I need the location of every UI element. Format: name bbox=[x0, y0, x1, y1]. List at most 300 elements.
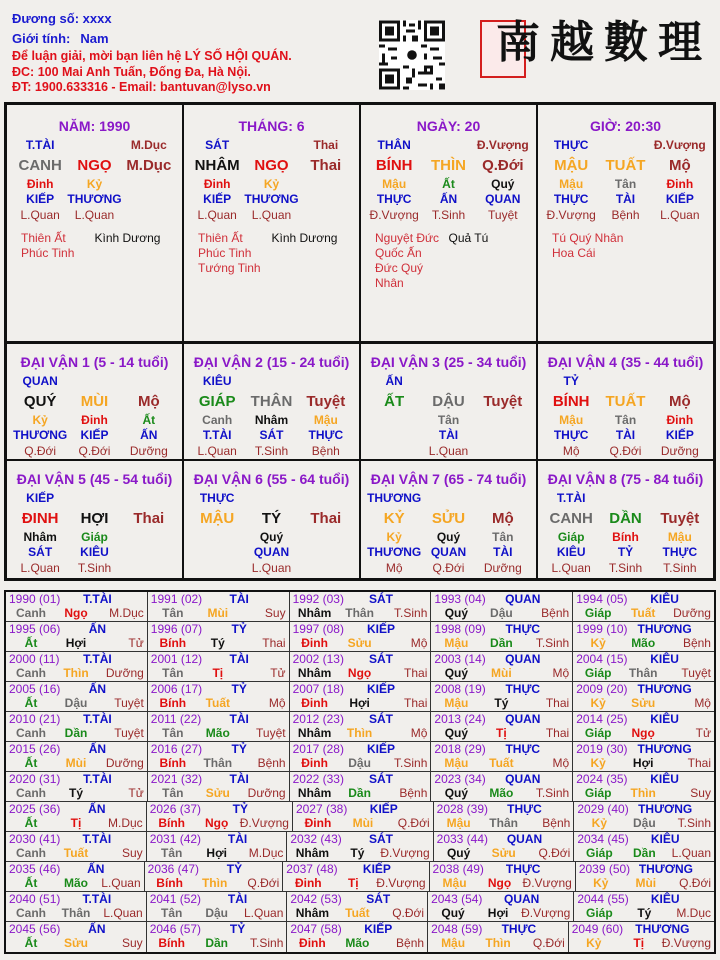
dai-van-life-phase bbox=[7, 443, 182, 459]
year-detail bbox=[293, 606, 428, 620]
year-branch: Hợi bbox=[487, 906, 509, 920]
year-cell[interactable] bbox=[573, 682, 714, 711]
year-branch: Thìn bbox=[485, 936, 511, 950]
year-ten-god: THƯƠNG bbox=[638, 802, 693, 816]
year-cell[interactable] bbox=[290, 652, 432, 681]
pillar-title: THÁNG: 6 bbox=[238, 118, 305, 134]
year-detail bbox=[576, 786, 711, 800]
dai-van-stem-branch-item: Thai bbox=[133, 510, 165, 527]
year-cell[interactable] bbox=[148, 682, 290, 711]
year-detail bbox=[293, 726, 428, 740]
dai-van-hidden-gods-item bbox=[367, 428, 421, 443]
year-life-phase: Tuyệt bbox=[256, 726, 286, 740]
dai-van-hidden-stems bbox=[538, 413, 713, 428]
year-header bbox=[437, 832, 571, 846]
year-cell[interactable] bbox=[6, 712, 148, 741]
star-name: Hoa Cái bbox=[552, 246, 596, 260]
year-cell[interactable] bbox=[148, 622, 290, 651]
dai-van-hidden-stems-item: Kỷ bbox=[386, 530, 402, 544]
pillar-ten-god-item: THỰC bbox=[553, 138, 589, 152]
year-cell[interactable] bbox=[431, 592, 573, 621]
year-header bbox=[151, 652, 286, 666]
dai-van-hidden-gods bbox=[361, 545, 536, 560]
four-pillars-row bbox=[7, 105, 713, 344]
pillar-ten-god-item: THÂN bbox=[377, 138, 411, 152]
pillar-hidden-stems-item: Ất bbox=[442, 177, 455, 191]
year-branch: Thìn bbox=[346, 726, 373, 740]
year-detail bbox=[437, 816, 571, 830]
year-cell[interactable] bbox=[6, 862, 145, 891]
calligraphy-logo: 南越數理 bbox=[496, 17, 712, 68]
year-cell[interactable] bbox=[6, 652, 148, 681]
year-life-phase: L.Quan bbox=[101, 876, 141, 890]
year-ten-god: TỶ bbox=[232, 802, 248, 816]
year-detail bbox=[290, 936, 424, 950]
year-life-phase: Q.Đới bbox=[532, 936, 565, 950]
year-cell[interactable] bbox=[287, 922, 428, 952]
year-life-phase: Suy bbox=[122, 846, 143, 860]
dai-van-stem-branch bbox=[361, 508, 536, 530]
pillar-stem-branch-item: NHÂM bbox=[194, 157, 240, 174]
year-stem: Kỷ bbox=[590, 696, 606, 710]
year-label: 2046 (57) bbox=[149, 922, 202, 936]
year-header bbox=[151, 682, 286, 696]
year-detail bbox=[437, 846, 571, 860]
year-ten-god: THƯƠNG bbox=[638, 862, 693, 876]
pillar-life-phase-item: Đ.Vượng bbox=[546, 208, 596, 222]
year-label: 2015 (26) bbox=[9, 742, 61, 756]
year-cell[interactable] bbox=[287, 892, 428, 921]
year-cell[interactable] bbox=[147, 802, 293, 831]
year-stem: Quý bbox=[444, 786, 469, 800]
pillar-hidden-gods bbox=[7, 192, 182, 207]
year-detail bbox=[9, 726, 144, 740]
year-stem: Giáp bbox=[584, 666, 612, 680]
year-cell[interactable] bbox=[290, 772, 432, 801]
year-ten-god: QUAN bbox=[505, 772, 541, 786]
pillar-ten-god-item: Thai bbox=[313, 138, 339, 152]
pillar-stem-branch-item: Mộ bbox=[668, 157, 691, 174]
year-cell[interactable] bbox=[148, 652, 290, 681]
year-header bbox=[293, 682, 428, 696]
year-stem: Bính bbox=[159, 636, 187, 650]
year-cell[interactable] bbox=[148, 592, 290, 621]
year-ten-god: KIÊU bbox=[650, 592, 679, 606]
dai-van-hidden-stems bbox=[7, 530, 182, 545]
dai-van-hidden-gods-item: KIÊU bbox=[80, 545, 109, 559]
year-cell[interactable] bbox=[6, 592, 148, 621]
star-name bbox=[626, 246, 700, 261]
year-life-phase: Mộ bbox=[268, 696, 286, 710]
year-header bbox=[148, 862, 280, 876]
pillar-hidden-gods bbox=[184, 192, 359, 207]
pillar-stem-branch-item: NGỌ bbox=[254, 157, 289, 174]
year-branch: Mão bbox=[205, 726, 230, 740]
star-name: Tướng Tinh bbox=[198, 261, 261, 275]
year-header bbox=[434, 742, 569, 756]
year-cell[interactable] bbox=[290, 622, 432, 651]
dai-van-life-phase-item: T.Sinh bbox=[663, 561, 697, 575]
pillar-stars bbox=[184, 223, 359, 276]
dai-van-hidden-stems-item: Mậu bbox=[313, 413, 338, 427]
year-ten-god: KIÊU bbox=[650, 892, 680, 906]
dai-van-hidden-gods-item: KIẾP bbox=[665, 428, 694, 442]
year-ten-god: TỶ bbox=[229, 922, 246, 936]
pillar-hidden-stems-item: Đinh bbox=[26, 177, 54, 191]
year-header bbox=[434, 652, 569, 666]
dai-van-stem-branch bbox=[184, 508, 359, 530]
year-cell[interactable] bbox=[574, 892, 714, 921]
year-cell[interactable] bbox=[434, 802, 575, 831]
year-cell[interactable] bbox=[573, 712, 714, 741]
year-branch: Thân bbox=[628, 666, 658, 680]
dai-van-stem-branch-item: Tuyệt bbox=[660, 510, 700, 527]
dai-van-top-god-label: TỶ bbox=[563, 374, 579, 388]
year-stem: Đinh bbox=[299, 936, 326, 950]
pillar-stem-branch-item: Thai bbox=[310, 157, 342, 174]
year-label: 2011 (22) bbox=[150, 712, 202, 726]
year-cell[interactable] bbox=[6, 682, 148, 711]
dai-van-hidden-gods-item: THỰC bbox=[553, 428, 589, 442]
dai-van-hidden-gods-item bbox=[122, 545, 176, 560]
year-row bbox=[6, 832, 714, 862]
year-cell[interactable] bbox=[574, 832, 714, 861]
year-label: 2036 (47) bbox=[147, 862, 200, 876]
year-row bbox=[6, 652, 714, 682]
year-branch: Dần bbox=[632, 846, 656, 860]
star-name bbox=[449, 246, 523, 261]
year-stem: Canh bbox=[16, 906, 46, 920]
dai-van-cell[interactable] bbox=[538, 461, 713, 578]
year-ten-god: SÁT bbox=[368, 772, 393, 786]
year-branch: Tuất bbox=[630, 606, 656, 620]
year-cell[interactable] bbox=[148, 742, 290, 771]
year-header bbox=[572, 922, 711, 936]
dai-van-stem-branch-item: ẤT bbox=[384, 393, 405, 410]
year-cell[interactable] bbox=[290, 592, 432, 621]
contact-address: ĐC: 100 Mai Anh Tuấn, Đống Đa, Hà Nội. bbox=[12, 64, 251, 79]
dai-van-life-phase bbox=[538, 560, 713, 576]
year-cell[interactable] bbox=[147, 892, 288, 921]
year-branch: Dần bbox=[490, 636, 513, 650]
pillar-hidden-gods-item bbox=[122, 192, 176, 207]
year-cell[interactable] bbox=[293, 802, 434, 831]
year-cell[interactable] bbox=[145, 862, 284, 891]
year-cell[interactable] bbox=[148, 712, 290, 741]
year-ten-god: KIẾP bbox=[366, 682, 395, 696]
qr-code-icon[interactable] bbox=[379, 20, 445, 90]
year-cell[interactable] bbox=[147, 922, 288, 952]
dai-van-hidden-stems bbox=[7, 413, 182, 428]
dai-van-stem-branch-item: KỶ bbox=[383, 510, 405, 527]
year-cell[interactable] bbox=[290, 682, 432, 711]
dai-van-title: ĐẠI VẬN 2 (15 - 24 tuổi) bbox=[193, 354, 350, 370]
year-cell[interactable] bbox=[431, 772, 573, 801]
star-name: Kình Dương bbox=[94, 231, 161, 245]
pillar-cell[interactable] bbox=[184, 105, 361, 341]
year-cell[interactable] bbox=[434, 832, 575, 861]
year-ten-god: SÁT bbox=[366, 892, 391, 906]
pillar-title: NĂM: 1990 bbox=[58, 118, 131, 134]
year-branch: Tý bbox=[494, 696, 509, 710]
year-cell[interactable] bbox=[430, 862, 576, 891]
dai-van-top-god-label: KIÊU bbox=[202, 374, 232, 388]
year-cell[interactable] bbox=[6, 922, 147, 952]
dai-van-top-god-label: KIẾP bbox=[26, 491, 55, 505]
dai-van-life-phase-item: Dưỡng bbox=[660, 444, 699, 458]
pillar-title: GIỜ: 20:30 bbox=[589, 118, 662, 134]
year-detail bbox=[434, 726, 569, 740]
year-header bbox=[150, 922, 284, 936]
year-stem: Giáp bbox=[585, 846, 613, 860]
year-header bbox=[9, 922, 143, 936]
pillar-hidden-stems-item bbox=[122, 177, 176, 192]
year-stem: Nhâm bbox=[297, 666, 332, 680]
dai-van-cell[interactable] bbox=[184, 344, 361, 459]
year-branch: Dần bbox=[205, 936, 229, 950]
year-label: 2014 (25) bbox=[576, 712, 628, 726]
year-branch: Mùi bbox=[491, 666, 512, 680]
year-cell[interactable] bbox=[428, 892, 574, 921]
dai-van-top-god-label: THỰC bbox=[199, 491, 235, 505]
year-ten-god: KIÊU bbox=[650, 712, 679, 726]
year-ten-god: ẤN bbox=[88, 742, 107, 756]
pillar-ten-god-item: M.Dục bbox=[130, 138, 167, 152]
dai-van-hidden-gods-item: TỶ bbox=[617, 545, 634, 559]
year-header bbox=[434, 712, 569, 726]
year-stem: Ất bbox=[24, 696, 38, 710]
year-cell[interactable] bbox=[569, 922, 714, 952]
dai-van-life-phase-item bbox=[476, 443, 530, 459]
year-detail bbox=[290, 906, 424, 920]
pillar-hidden-gods-item: KIẾP bbox=[665, 192, 694, 206]
year-header bbox=[431, 922, 565, 936]
year-branch: Mão bbox=[64, 876, 88, 890]
pillar-hidden-stems bbox=[184, 177, 359, 192]
year-ten-god: T.TÀI bbox=[83, 772, 112, 786]
bazi-chart bbox=[4, 102, 716, 581]
dai-van-hidden-gods-item: T.TÀI bbox=[202, 428, 232, 442]
year-life-phase: Bệnh bbox=[541, 606, 570, 620]
pillar-hidden-gods bbox=[361, 192, 536, 207]
year-cell[interactable] bbox=[290, 712, 432, 741]
dai-van-cell[interactable] bbox=[361, 344, 538, 459]
year-life-phase: Q.Đới bbox=[397, 816, 430, 830]
pillar-cell[interactable] bbox=[538, 105, 713, 341]
year-cell[interactable] bbox=[576, 862, 714, 891]
year-ten-god: QUAN bbox=[505, 592, 541, 606]
year-ten-god: KIẾP bbox=[364, 922, 393, 936]
year-branch: Hợi bbox=[349, 696, 370, 710]
year-stem: Canh bbox=[16, 726, 46, 740]
dai-van-cell[interactable] bbox=[184, 461, 361, 578]
year-label: 2013 (24) bbox=[434, 712, 486, 726]
year-cell[interactable] bbox=[431, 712, 573, 741]
year-cell[interactable] bbox=[6, 742, 148, 771]
year-label: 1997 (08) bbox=[292, 622, 344, 636]
year-header bbox=[293, 652, 428, 666]
year-label: 1998 (09) bbox=[434, 622, 486, 636]
year-cell[interactable] bbox=[431, 622, 573, 651]
year-detail bbox=[431, 906, 570, 920]
year-header bbox=[9, 622, 144, 636]
year-cell[interactable] bbox=[6, 772, 148, 801]
year-label: 1994 (05) bbox=[576, 592, 628, 606]
year-header bbox=[293, 592, 428, 606]
year-detail bbox=[434, 666, 569, 680]
dai-van-cell[interactable] bbox=[538, 344, 713, 459]
year-ten-god: THƯƠNG bbox=[637, 622, 692, 636]
dai-van-cell[interactable] bbox=[7, 344, 184, 459]
dai-van-stem-branch-item: Thai bbox=[310, 510, 342, 527]
year-branch: Tị bbox=[633, 936, 645, 950]
year-detail bbox=[572, 936, 711, 950]
year-header bbox=[577, 832, 711, 846]
year-cell[interactable] bbox=[6, 832, 147, 861]
year-cell[interactable] bbox=[431, 742, 573, 771]
dai-van-hidden-stems-item: Bính bbox=[612, 530, 639, 544]
year-stem: Canh bbox=[16, 846, 46, 860]
year-cell[interactable] bbox=[6, 622, 148, 651]
dai-van-row-1 bbox=[7, 344, 713, 461]
year-ten-god: TÀI bbox=[227, 892, 248, 906]
year-cell[interactable] bbox=[431, 682, 573, 711]
year-cell[interactable] bbox=[573, 622, 714, 651]
pillar-cell[interactable] bbox=[7, 105, 184, 341]
pillar-ten-god-item: T.TÀI bbox=[25, 138, 55, 152]
year-cell[interactable] bbox=[428, 922, 569, 952]
year-row bbox=[6, 892, 714, 922]
year-ten-god: ẤN bbox=[88, 622, 107, 636]
year-detail bbox=[9, 606, 144, 620]
dai-van-top-god-label: ẤN bbox=[385, 374, 403, 388]
year-label: 2005 (16) bbox=[9, 682, 61, 696]
year-detail bbox=[150, 846, 284, 860]
year-detail bbox=[434, 786, 569, 800]
pillar-cell[interactable] bbox=[361, 105, 538, 341]
year-cell[interactable] bbox=[573, 652, 714, 681]
year-life-phase: Đ.Vượng bbox=[661, 936, 712, 950]
year-life-phase: Thai bbox=[404, 666, 428, 680]
pillar-ten-god-item: SÁT bbox=[205, 138, 230, 152]
dai-van-stem-branch-item: SỬU bbox=[431, 510, 466, 527]
year-cell[interactable] bbox=[290, 742, 432, 771]
star-name: Tú Quý Nhân bbox=[552, 231, 624, 245]
year-stem: Đinh bbox=[301, 756, 328, 770]
year-detail bbox=[9, 876, 141, 890]
year-branch: Hợi bbox=[206, 846, 227, 860]
pillar-life-phase-item bbox=[299, 207, 353, 223]
year-header bbox=[9, 862, 141, 876]
dai-van-cell[interactable] bbox=[361, 461, 538, 578]
year-cell[interactable] bbox=[6, 892, 147, 921]
year-branch: Thìn bbox=[63, 666, 89, 680]
year-header bbox=[437, 802, 571, 816]
year-cell[interactable] bbox=[574, 802, 714, 831]
year-ten-god: KIẾP bbox=[366, 622, 395, 636]
pillar-hidden-gods-item: THỰC bbox=[376, 192, 412, 206]
dai-van-hidden-gods-item: SÁT bbox=[259, 428, 284, 442]
year-branch: Dậu bbox=[205, 906, 229, 920]
dai-van-hidden-gods-item: KIÊU bbox=[556, 545, 586, 559]
year-stem: Đinh bbox=[301, 636, 328, 650]
year-detail bbox=[150, 906, 284, 920]
dai-van-life-phase bbox=[184, 443, 359, 459]
dai-van-hidden-stems-item: Mậu bbox=[667, 530, 692, 544]
year-branch: Dậu bbox=[348, 756, 371, 770]
dai-van-title: ĐẠI VẬN 8 (75 - 84 tuổi) bbox=[547, 471, 704, 487]
year-detail bbox=[296, 816, 430, 830]
dai-van-hidden-stems-item: Quý bbox=[436, 530, 461, 544]
year-cell[interactable] bbox=[287, 832, 433, 861]
year-life-phase: Thai bbox=[687, 756, 711, 770]
pillar-ten-god-item bbox=[244, 136, 298, 155]
year-cell[interactable] bbox=[6, 802, 147, 831]
year-cell[interactable] bbox=[573, 742, 714, 771]
year-branch: Thân bbox=[489, 816, 518, 830]
star-name: Nguyệt Đức bbox=[375, 231, 440, 245]
year-ten-god: KIẾP bbox=[366, 742, 395, 756]
dai-van-cell[interactable] bbox=[7, 461, 184, 578]
year-cell[interactable] bbox=[147, 832, 288, 861]
year-cell[interactable] bbox=[148, 772, 290, 801]
pillar-life-phase-item: Bệnh bbox=[611, 208, 640, 222]
dai-van-top-god bbox=[538, 372, 713, 391]
year-cell[interactable] bbox=[283, 862, 429, 891]
year-stem: Ất bbox=[24, 936, 38, 950]
year-branch: Tuất bbox=[489, 756, 514, 770]
pillar-stem-branch-item: TUẤT bbox=[605, 157, 646, 174]
year-cell[interactable] bbox=[573, 772, 714, 801]
dai-van-hidden-gods bbox=[7, 545, 182, 560]
dai-van-life-phase-item: L.Quan bbox=[251, 561, 292, 575]
year-detail bbox=[293, 786, 428, 800]
year-branch: Mùi bbox=[207, 606, 229, 620]
year-header bbox=[293, 712, 428, 726]
dai-van-life-phase bbox=[361, 443, 536, 459]
year-detail bbox=[576, 636, 711, 650]
dai-van-title: ĐẠI VẬN 5 (45 - 54 tuổi) bbox=[16, 471, 173, 487]
year-stem: Bính bbox=[158, 936, 186, 950]
star-name bbox=[95, 246, 169, 261]
pillar-stem-branch-item: THÌN bbox=[430, 157, 466, 174]
year-stem: Kỷ bbox=[593, 876, 609, 890]
year-header bbox=[576, 652, 711, 666]
year-stem: Nhâm bbox=[297, 786, 332, 800]
year-branch: Dần bbox=[348, 786, 371, 800]
year-label: 2017 (28) bbox=[292, 742, 344, 756]
dai-van-stem-branch bbox=[361, 391, 536, 413]
year-stem: Mậu bbox=[444, 696, 469, 710]
year-label: 2032 (43) bbox=[290, 832, 342, 846]
year-row bbox=[6, 922, 714, 952]
owner-value: xxxx bbox=[82, 11, 112, 26]
year-cell[interactable] bbox=[431, 652, 573, 681]
dai-van-hidden-gods-item: TÀI bbox=[438, 428, 459, 442]
year-stem: Bính bbox=[159, 696, 187, 710]
pillar-hidden-stems bbox=[7, 177, 182, 192]
pillar-hidden-stems-item: Kỷ bbox=[263, 177, 280, 191]
pillar-hidden-gods-item: QUAN bbox=[485, 192, 521, 206]
year-header bbox=[151, 712, 286, 726]
year-life-phase: M.Dục bbox=[248, 846, 284, 860]
year-ten-god: KIẾP bbox=[369, 802, 398, 816]
year-header bbox=[9, 652, 144, 666]
year-stem: Giáp bbox=[584, 726, 612, 740]
pillar-stars bbox=[538, 223, 713, 261]
year-cell[interactable] bbox=[573, 592, 714, 621]
dai-van-stem-branch-item: HỢI bbox=[80, 510, 109, 527]
